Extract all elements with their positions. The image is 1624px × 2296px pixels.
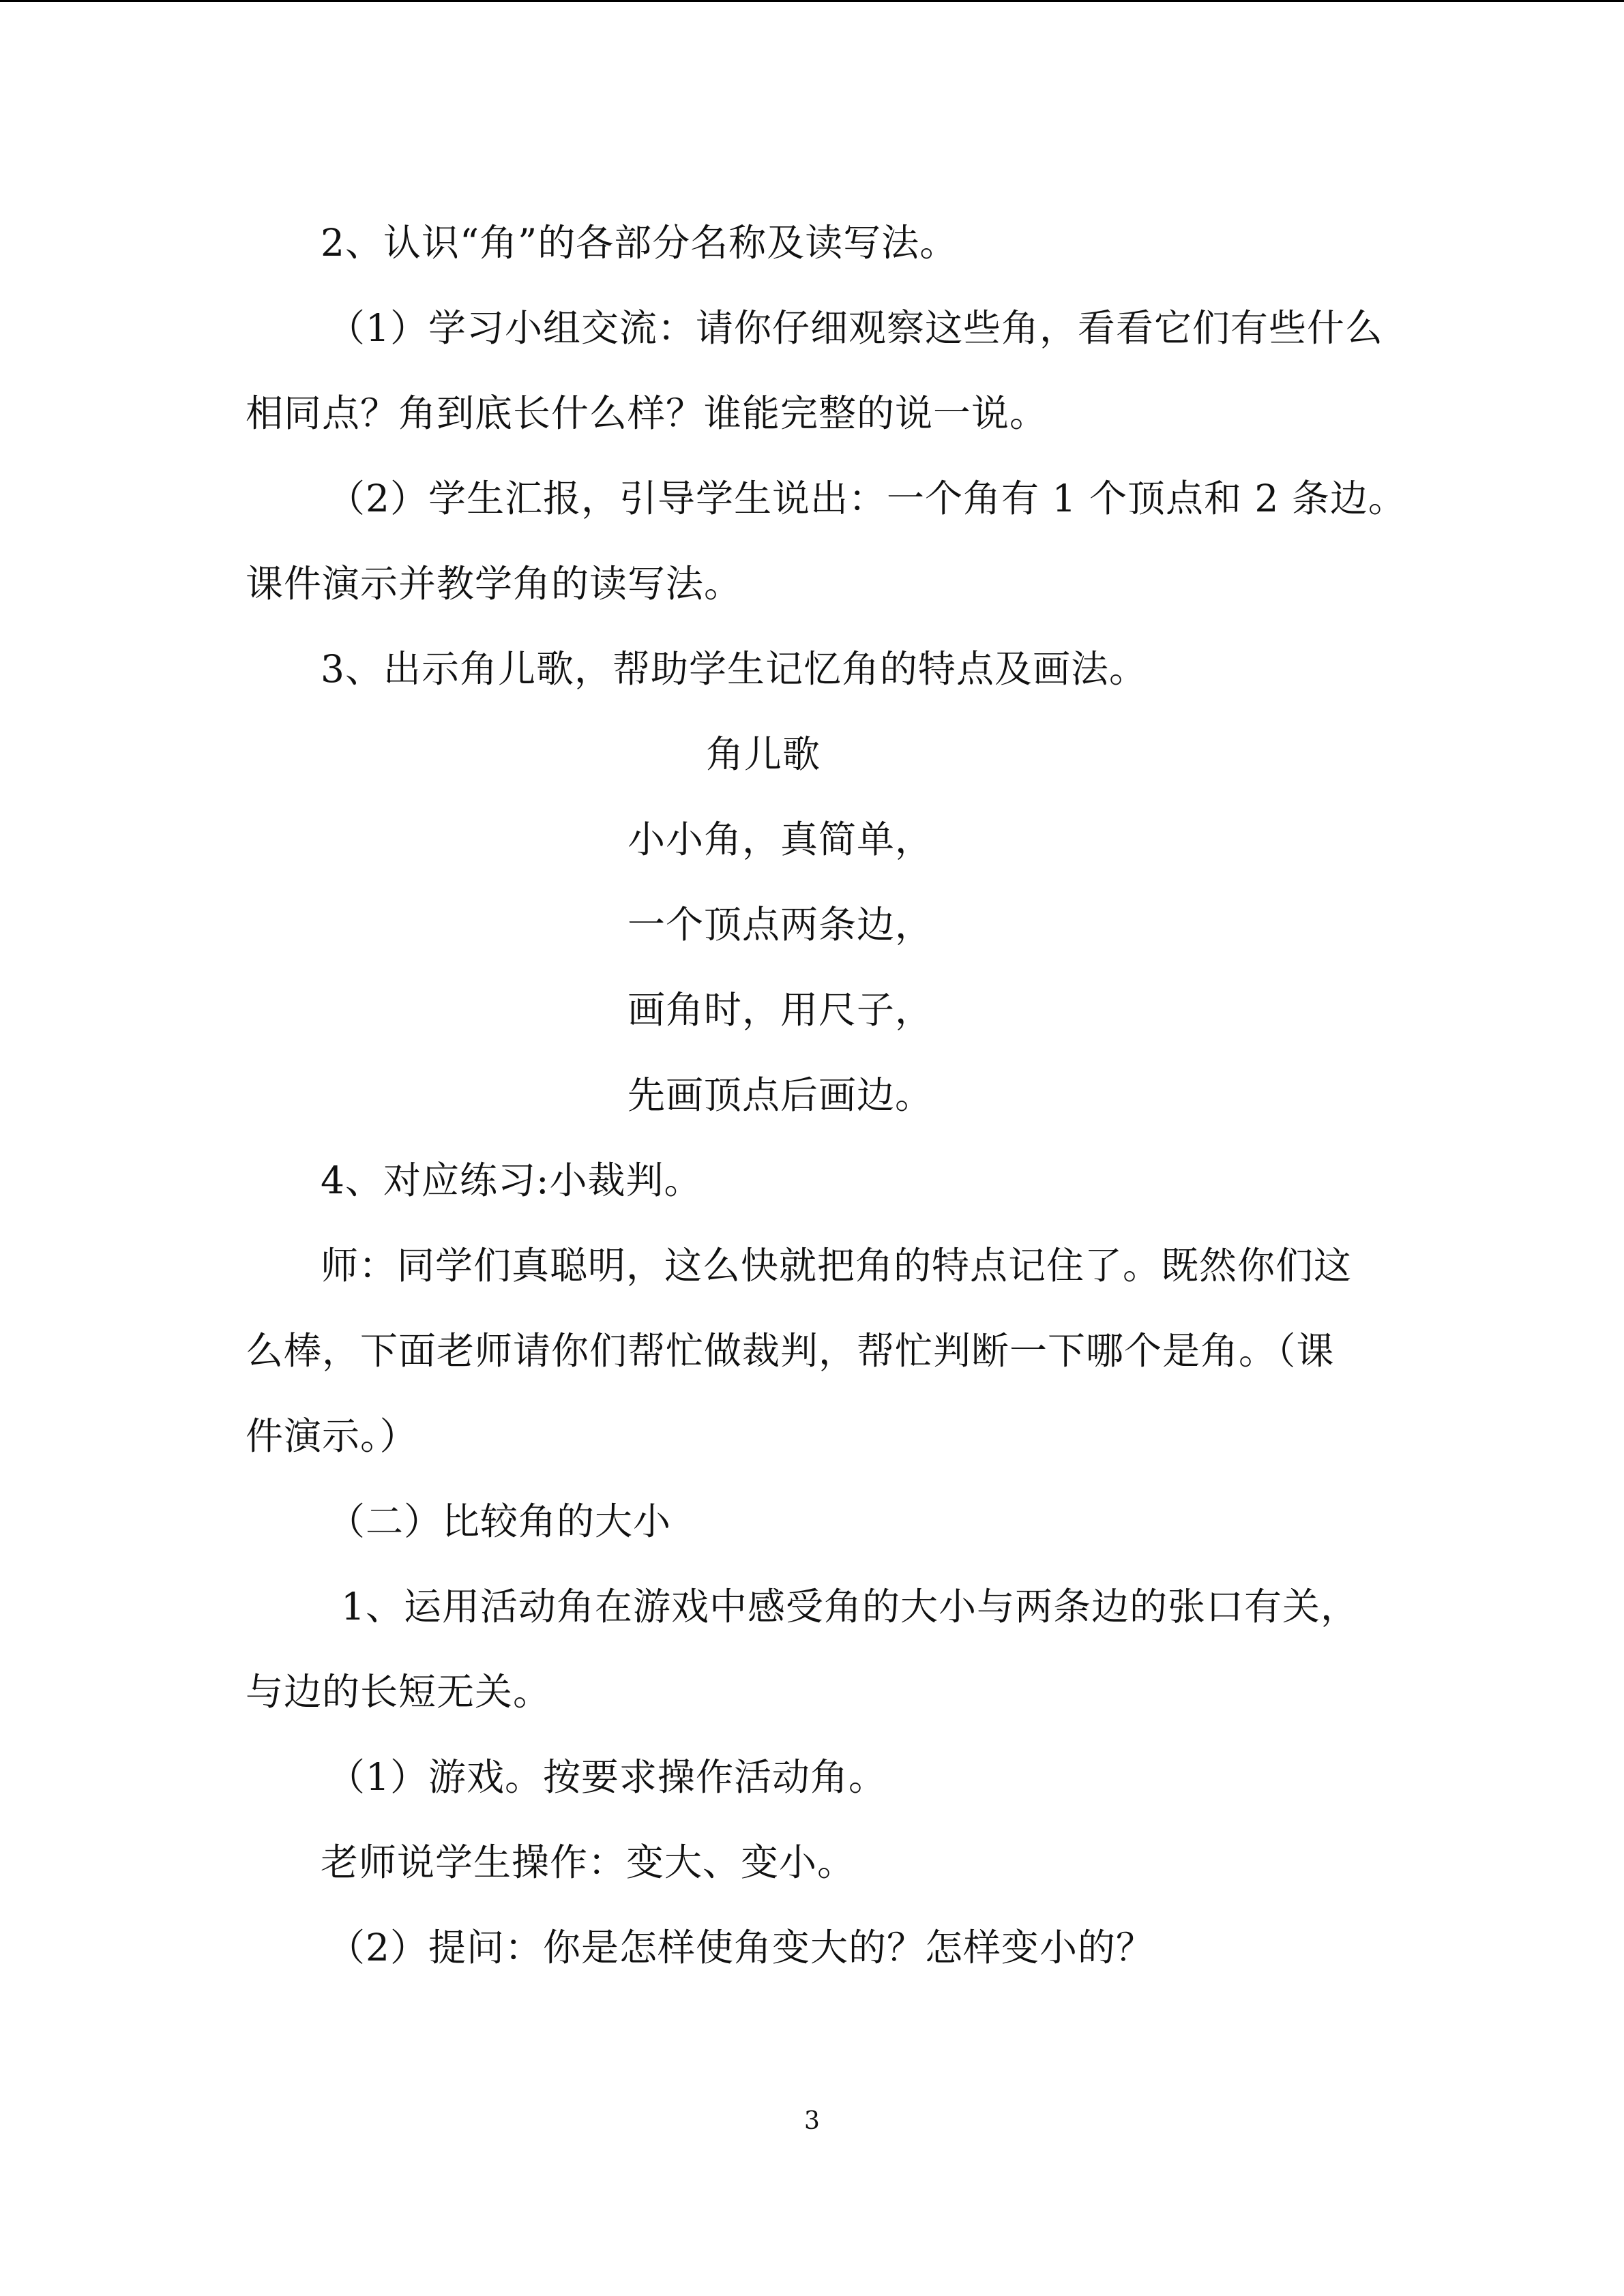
poem-title: 角儿歌 (706, 732, 821, 776)
paragraph-step-1-line-1: （1）学习小组交流：请你仔细观察这些角，看看它们有些什么 (327, 306, 1383, 350)
paragraph-step-2-line-1: （2）学生汇报，引导学生说出：一个角有 1 个顶点和 2 条边。 (327, 477, 1406, 520)
paragraph-game: （1）游戏。按要求操作活动角。 (327, 1755, 887, 1799)
paragraph-step-1-line-2: 相同点？角到底长什么样？谁能完整的说一说。 (246, 391, 1048, 435)
poem-line: 画角时，用尺子， (628, 988, 934, 1032)
paragraph-section-4: 4、对应练习:小裁判。 (321, 1159, 703, 1202)
paragraph-activity-line-1: 1、运用活动角在游戏中感受角的大小与两条边的张口有关， (341, 1585, 1359, 1628)
poem-line: 一个顶点两条边， (628, 903, 934, 946)
paragraph-activity-line-2: 与边的长短无关。 (246, 1670, 552, 1714)
page-number: 3 (804, 2107, 820, 2135)
paragraph-teacher-line-2: 么棒，下面老师请你们帮忙做裁判，帮忙判断一下哪个是角。（课 (246, 1329, 1335, 1373)
poem-line: 小小角，真简单， (628, 818, 934, 861)
paragraph-step-2-line-2: 课件演示并教学角的读写法。 (246, 562, 743, 606)
section-heading-compare-angles: （二）比较角的大小 (327, 1500, 672, 1543)
paragraph-teacher-line-1: 师：同学们真聪明，这么快就把角的特点记住了。既然你们这 (321, 1244, 1353, 1287)
paragraph-teacher-instruction: 老师说学生操作：变大、变小。 (321, 1840, 856, 1884)
paragraph-teacher-line-3: 件演示。） (246, 1414, 418, 1458)
paragraph-question: （2）提问：你是怎样使角变大的？怎样变小的？ (327, 1926, 1154, 1969)
poem-line: 先画顶点后画边。 (628, 1073, 934, 1117)
paragraph-section-3: 3、出示角儿歌，帮助学生记忆角的特点及画法。 (321, 647, 1147, 691)
paragraph-section-2: 2、认识“角”的各部分名称及读写法。 (321, 221, 958, 265)
